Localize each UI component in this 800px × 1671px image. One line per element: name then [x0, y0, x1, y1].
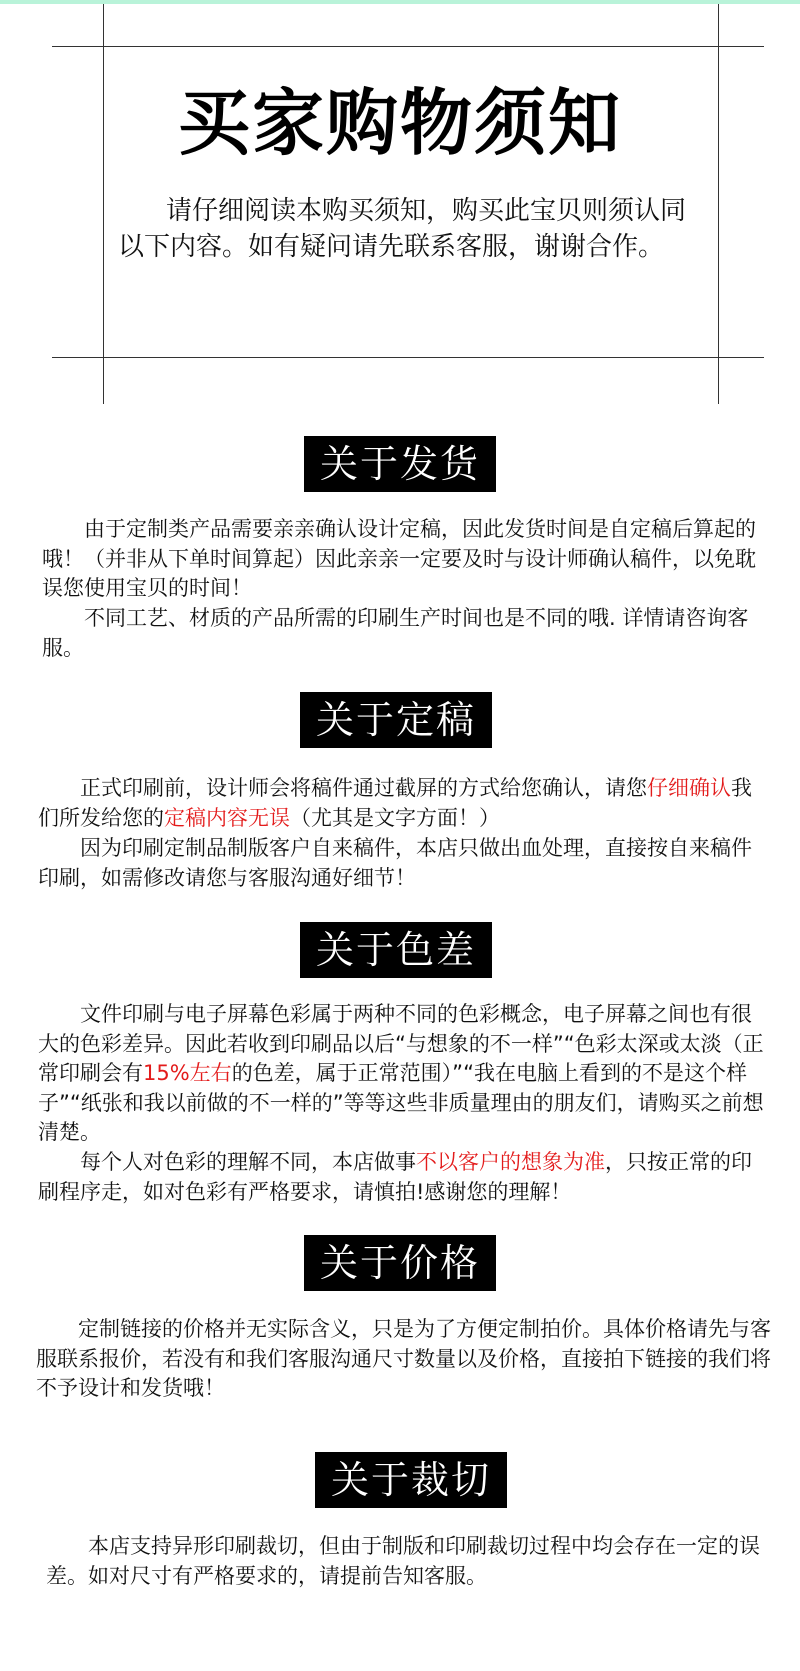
- color-text-c: 每个人对色彩的理解不同，本店做事: [80, 1150, 416, 1174]
- draft-text-a: 正式印刷前，设计师会将稿件通过截屏的方式给您确认，请您: [80, 776, 647, 800]
- draft-text-b: 我们所发给您的: [38, 776, 752, 830]
- draft-highlight-confirm: 仔细确认: [647, 776, 731, 800]
- intro-content: 请仔细阅读本购买须知，购买此宝贝则须认同以下内容。如有疑问请先联系客服，谢谢合作。: [118, 196, 687, 262]
- cutting-paragraph-1: 本店支持异形印刷裁切，但由于制版和印刷裁切过程中均会存在一定的误差。如对尺寸有严格要求的，请提前告知客服。: [46, 1534, 760, 1588]
- draft-paragraph-2: 因为印刷定制品制版客户自来稿件，本店只做出血处理，直接按自来稿件印刷，如需修改请您与客服沟通好细节！: [38, 836, 752, 890]
- color-paragraph-1: [38, 1000, 770, 1148]
- section-title-price: 关于价格: [304, 1235, 496, 1291]
- frame-line-right: [718, 4, 719, 404]
- frame-line-top: [52, 46, 764, 47]
- color-highlight-imagination: 不以客户的想象为准: [416, 1150, 605, 1174]
- frame-line-bottom: [52, 357, 764, 358]
- page-title: 买家购物须知: [177, 81, 622, 165]
- intro-text: [118, 193, 688, 265]
- shipping-paragraph-2: 不同工艺、材质的产品所需的印刷生产时间也是不同的哦. 详情请咨询客服。: [42, 606, 749, 660]
- section-title-color: 关于色差: [300, 922, 492, 978]
- draft-text-c: （尤其是文字方面！）: [290, 805, 500, 830]
- shipping-paragraph-1: 由于定制类产品需要亲亲确认设计定稿，因此发货时间是自定稿后算起的哦！（并非从下单时间算起）因此亲亲一定要及时与设计师确认稿件，以免耽误您使用宝贝的时间！: [42, 517, 756, 600]
- section-title-cutting: 关于裁切: [315, 1452, 507, 1508]
- color-highlight-percent: 15%左右: [143, 1061, 232, 1085]
- price-paragraph-1: 定制链接的价格并无实际含义，只是为了方便定制拍价。具体价格请先与客服联系报价，若没有和我们客服沟通尺寸数量以及价格，直接拍下链接的我们将不予设计和发货哦！: [36, 1317, 771, 1400]
- color-text-a: 文件印刷与电子屏幕色彩属于两种不同的色彩概念，电子屏幕之间也有很大的色彩差异。因此若收到印刷品以后“与想象的不一样”“色彩太深或太淡（正常印刷会有: [38, 1002, 764, 1085]
- draft-highlight-content: 定稿内容无误: [164, 805, 290, 830]
- draft-paragraph-1: [38, 774, 768, 833]
- color-text-b: 的色差，属于正常范围）”“我在电脑上看到的不是这个样子”“纸张和我以前做的不一样的”等等这些非质量理由的朋友们，请购买之前想清楚。: [38, 1061, 764, 1144]
- color-paragraph-2: [38, 1148, 770, 1207]
- section-title-draft: 关于定稿: [300, 692, 492, 748]
- section-title-shipping: 关于发货: [304, 436, 496, 492]
- top-accent-bar: [0, 0, 800, 4]
- frame-line-left: [103, 4, 104, 404]
- color-text-d: ，只按正常的印刷程序走，如对色彩有严格要求，请慎拍!感谢您的理解！: [38, 1150, 752, 1204]
